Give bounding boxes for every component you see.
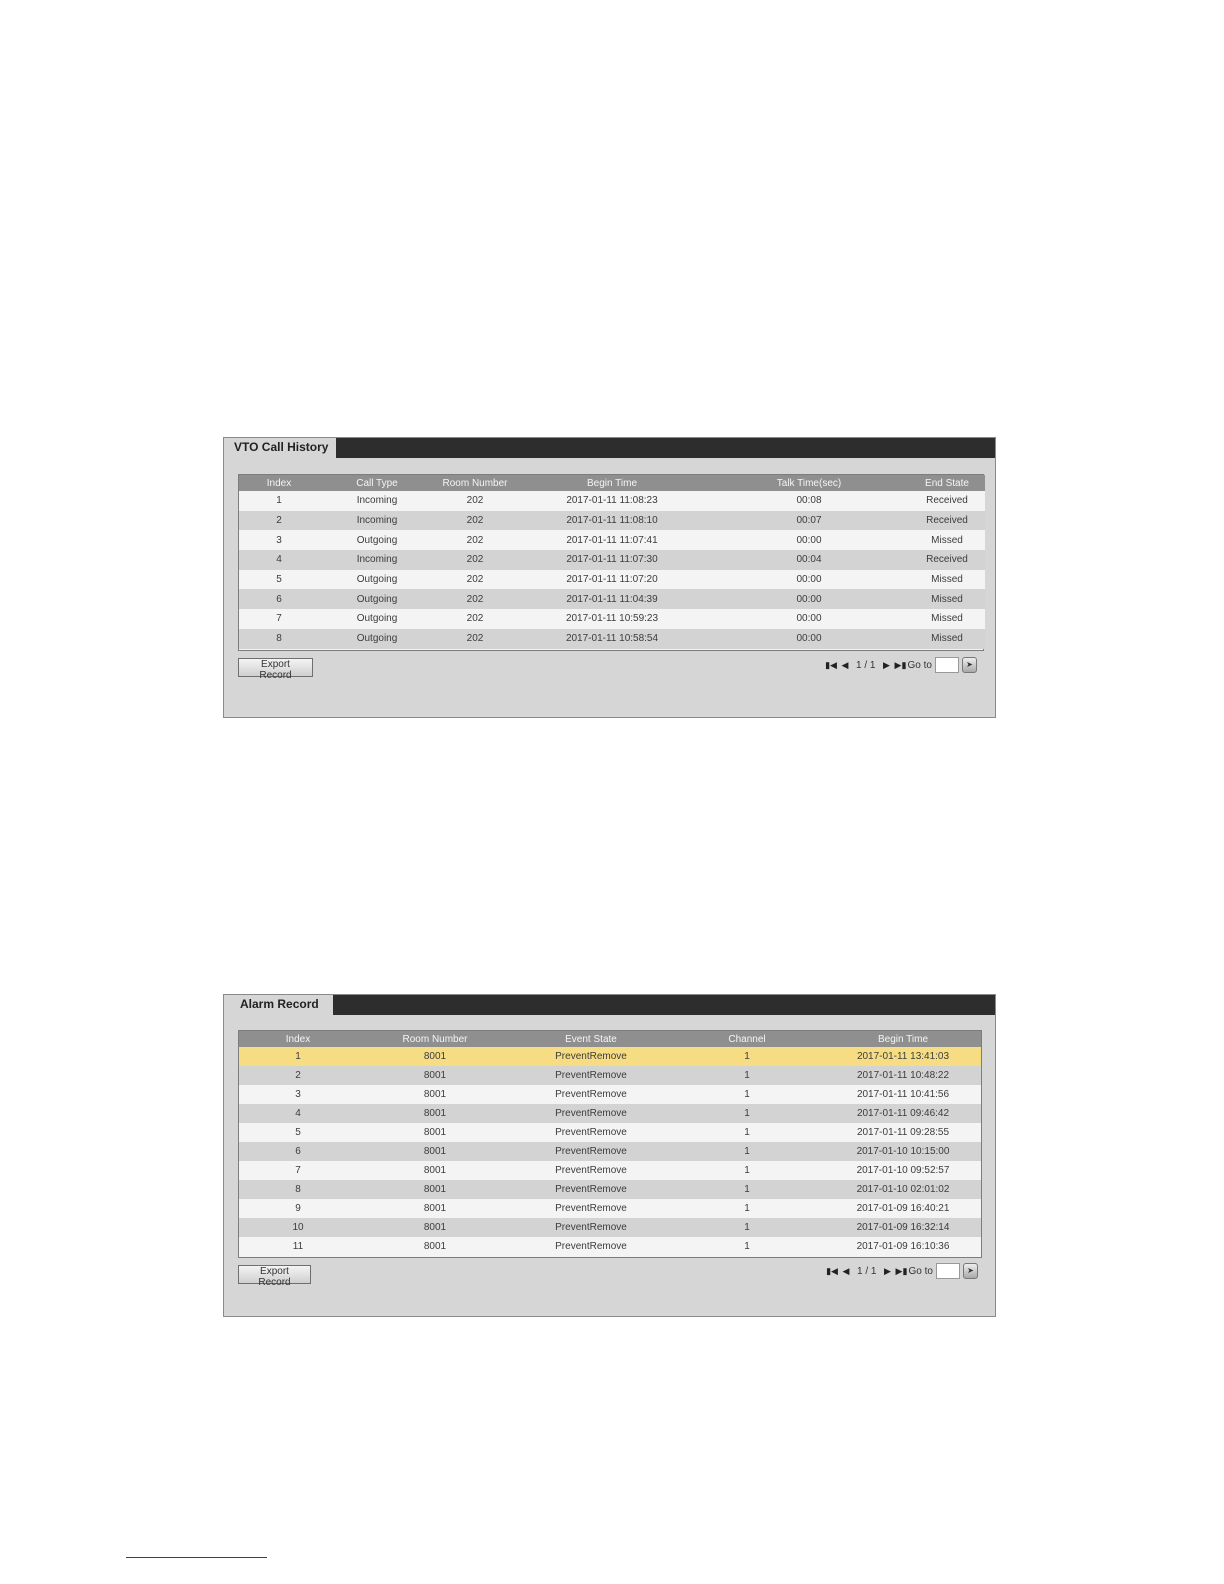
vto-call-history-grid — [238, 474, 984, 651]
table-cell: PreventRemove — [513, 1123, 669, 1142]
table-cell: Received — [909, 491, 985, 511]
table-cell: 5 — [239, 1123, 357, 1142]
column-header: Begin Time — [825, 1031, 981, 1047]
table-cell: 8001 — [357, 1199, 513, 1218]
table-cell: 202 — [435, 629, 515, 649]
table-cell: 10 — [239, 1218, 357, 1237]
table-cell: 8001 — [357, 1085, 513, 1104]
table-cell: PreventRemove — [513, 1142, 669, 1161]
panel-title-tab: Alarm Record — [224, 995, 333, 1017]
go-arrow-icon[interactable]: ➤ — [963, 1263, 978, 1279]
table-cell: 1 — [669, 1142, 825, 1161]
table-cell: 8001 — [357, 1104, 513, 1123]
panel-header-bar — [224, 438, 995, 458]
table-cell: 202 — [435, 589, 515, 609]
table-row[interactable] — [239, 1104, 981, 1123]
table-cell: 2 — [239, 511, 319, 531]
table-row[interactable] — [239, 1161, 981, 1180]
table-cell: 1 — [669, 1218, 825, 1237]
goto-page-input[interactable] — [936, 1263, 960, 1279]
column-header: Room Number — [357, 1031, 513, 1047]
table-cell: 3 — [239, 1085, 357, 1104]
column-header: End State — [909, 475, 985, 491]
table-row[interactable] — [239, 1142, 981, 1161]
table-cell: Missed — [909, 530, 985, 550]
table-cell: 8001 — [357, 1066, 513, 1085]
table-cell: Missed — [909, 589, 985, 609]
table-cell: 2017-01-11 11:07:41 — [515, 530, 709, 550]
table-cell: 8 — [239, 1180, 357, 1199]
table-cell: 2017-01-11 10:58:54 — [515, 629, 709, 649]
table-row[interactable] — [239, 609, 985, 629]
table-cell: 2017-01-11 11:04:39 — [515, 589, 709, 609]
column-header: Talk Time(sec) — [709, 475, 909, 491]
table-cell: 1 — [669, 1161, 825, 1180]
last-page-icon[interactable]: ▶▮ — [895, 1265, 908, 1276]
table-cell: 6 — [239, 589, 319, 609]
table-row[interactable] — [239, 1199, 981, 1218]
table-cell: 00:04 — [709, 550, 909, 570]
export-record-button[interactable]: Export Record — [238, 658, 313, 677]
table-cell: 2017-01-11 09:28:55 — [825, 1123, 981, 1142]
pagination — [825, 1263, 978, 1279]
table-row[interactable] — [239, 511, 985, 531]
pagination — [824, 657, 977, 673]
table-cell: Outgoing — [319, 589, 435, 609]
table-cell: 2017-01-11 11:07:30 — [515, 550, 709, 570]
table-cell: 1 — [239, 491, 319, 511]
table-cell: 2017-01-11 10:59:23 — [515, 609, 709, 629]
table-cell: 2017-01-09 16:32:14 — [825, 1218, 981, 1237]
table-header-row — [239, 1031, 981, 1047]
table-cell: 1 — [669, 1180, 825, 1199]
table-cell: 1 — [669, 1199, 825, 1218]
table-cell: 5 — [239, 570, 319, 590]
table-cell: PreventRemove — [513, 1180, 669, 1199]
table-cell: 8001 — [357, 1047, 513, 1066]
table-cell: 00:00 — [709, 609, 909, 629]
last-page-icon[interactable]: ▶▮ — [894, 659, 907, 670]
table-cell: 2017-01-10 10:15:00 — [825, 1142, 981, 1161]
go-arrow-icon[interactable]: ➤ — [962, 657, 977, 673]
first-page-icon[interactable]: ▮◀ — [826, 1265, 838, 1276]
table-cell: Missed — [909, 570, 985, 590]
table-cell: 8001 — [357, 1161, 513, 1180]
table-cell: 2017-01-11 10:48:22 — [825, 1066, 981, 1085]
table-row[interactable] — [239, 1237, 981, 1256]
table-cell: PreventRemove — [513, 1047, 669, 1066]
table-row[interactable] — [239, 550, 985, 570]
table-cell: 2017-01-10 02:01:02 — [825, 1180, 981, 1199]
table-row[interactable] — [239, 589, 985, 609]
table-cell: 1 — [669, 1237, 825, 1256]
column-header: Event State — [513, 1031, 669, 1047]
table-cell: 1 — [669, 1085, 825, 1104]
table-cell: 2017-01-09 16:10:36 — [825, 1237, 981, 1256]
table-cell: Outgoing — [319, 530, 435, 550]
table-cell: 8 — [239, 629, 319, 649]
table-row[interactable] — [239, 1085, 981, 1104]
footer-link-underline — [126, 1557, 267, 1558]
table-cell: 2017-01-11 11:07:20 — [515, 570, 709, 590]
table-cell: 202 — [435, 511, 515, 531]
table-cell: 2 — [239, 1066, 357, 1085]
column-header: Channel — [669, 1031, 825, 1047]
table-cell: 6 — [239, 1142, 357, 1161]
column-header: Index — [239, 1031, 357, 1047]
prev-page-icon[interactable]: ◀ — [841, 659, 849, 670]
table-cell: 00:07 — [709, 511, 909, 531]
table-cell: 2017-01-11 13:41:03 — [825, 1047, 981, 1066]
table-cell: Received — [909, 550, 985, 570]
table-cell: 00:00 — [709, 530, 909, 550]
alarm-record-table — [239, 1031, 981, 1256]
column-header: Room Number — [435, 475, 515, 491]
table-cell: PreventRemove — [513, 1237, 669, 1256]
export-record-button[interactable]: Export Record — [238, 1265, 311, 1284]
table-cell: 2017-01-11 10:41:56 — [825, 1085, 981, 1104]
table-cell: 1 — [669, 1123, 825, 1142]
table-cell: 202 — [435, 550, 515, 570]
table-cell: 202 — [435, 609, 515, 629]
table-cell: 11 — [239, 1237, 357, 1256]
table-cell: Missed — [909, 609, 985, 629]
table-cell: 00:00 — [709, 570, 909, 590]
table-cell: 3 — [239, 530, 319, 550]
table-cell: PreventRemove — [513, 1218, 669, 1237]
table-cell: Incoming — [319, 550, 435, 570]
table-cell: Incoming — [319, 511, 435, 531]
vto-call-history-table — [239, 475, 985, 649]
table-cell: 7 — [239, 1161, 357, 1180]
table-cell: 1 — [239, 1047, 357, 1066]
vto-call-history-panel — [223, 437, 996, 718]
goto-page-input[interactable] — [935, 657, 959, 673]
table-cell: Incoming — [319, 491, 435, 511]
table-cell: 4 — [239, 550, 319, 570]
table-cell: 1 — [669, 1047, 825, 1066]
table-cell: 9 — [239, 1199, 357, 1218]
table-cell: 8001 — [357, 1218, 513, 1237]
table-row[interactable] — [239, 530, 985, 550]
table-row[interactable] — [239, 629, 985, 649]
table-row[interactable] — [239, 1047, 981, 1066]
table-row[interactable] — [239, 491, 985, 511]
alarm-record-grid — [238, 1030, 982, 1258]
table-cell: PreventRemove — [513, 1104, 669, 1123]
table-row[interactable] — [239, 1180, 981, 1199]
table-cell: 8001 — [357, 1142, 513, 1161]
column-header: Index — [239, 475, 319, 491]
alarm-record-panel — [223, 994, 996, 1317]
first-page-icon[interactable]: ▮◀ — [825, 659, 837, 670]
panel-header-bar — [224, 995, 995, 1015]
table-cell: Outgoing — [319, 609, 435, 629]
table-cell: 4 — [239, 1104, 357, 1123]
table-row[interactable] — [239, 1123, 981, 1142]
column-header: Begin Time — [515, 475, 709, 491]
table-cell: 8001 — [357, 1123, 513, 1142]
table-cell: Outgoing — [319, 570, 435, 590]
table-cell: 2017-01-10 09:52:57 — [825, 1161, 981, 1180]
table-cell: PreventRemove — [513, 1199, 669, 1218]
table-cell: 7 — [239, 609, 319, 629]
table-cell: 2017-01-11 11:08:23 — [515, 491, 709, 511]
column-header: Call Type — [319, 475, 435, 491]
panel-title-tab: VTO Call History — [224, 438, 336, 460]
table-cell: Received — [909, 511, 985, 531]
table-cell: Outgoing — [319, 629, 435, 649]
next-page-icon[interactable]: ▶ — [884, 1265, 891, 1276]
table-row[interactable] — [239, 1218, 981, 1237]
next-page-icon[interactable]: ▶ — [883, 659, 890, 670]
table-cell: 00:00 — [709, 589, 909, 609]
table-cell: 2017-01-11 09:46:42 — [825, 1104, 981, 1123]
table-cell: PreventRemove — [513, 1161, 669, 1180]
goto-label: Go to — [908, 1265, 933, 1277]
table-row[interactable] — [239, 570, 985, 590]
table-cell: 202 — [435, 570, 515, 590]
table-cell: 8001 — [357, 1180, 513, 1199]
page-indicator: 1 / 1 — [857, 1265, 877, 1277]
table-cell: 00:00 — [709, 629, 909, 649]
table-row[interactable] — [239, 1066, 981, 1085]
table-cell: 1 — [669, 1066, 825, 1085]
table-cell: 1 — [669, 1104, 825, 1123]
table-cell: 202 — [435, 530, 515, 550]
table-header-row — [239, 475, 985, 491]
page-indicator: 1 / 1 — [856, 659, 876, 671]
table-cell: 00:08 — [709, 491, 909, 511]
table-cell: PreventRemove — [513, 1085, 669, 1104]
table-cell: 202 — [435, 491, 515, 511]
table-cell: PreventRemove — [513, 1066, 669, 1085]
goto-label: Go to — [907, 659, 932, 671]
table-cell: Missed — [909, 629, 985, 649]
prev-page-icon[interactable]: ◀ — [842, 1265, 850, 1276]
table-cell: 2017-01-09 16:40:21 — [825, 1199, 981, 1218]
table-cell: 2017-01-11 11:08:10 — [515, 511, 709, 531]
table-cell: 8001 — [357, 1237, 513, 1256]
